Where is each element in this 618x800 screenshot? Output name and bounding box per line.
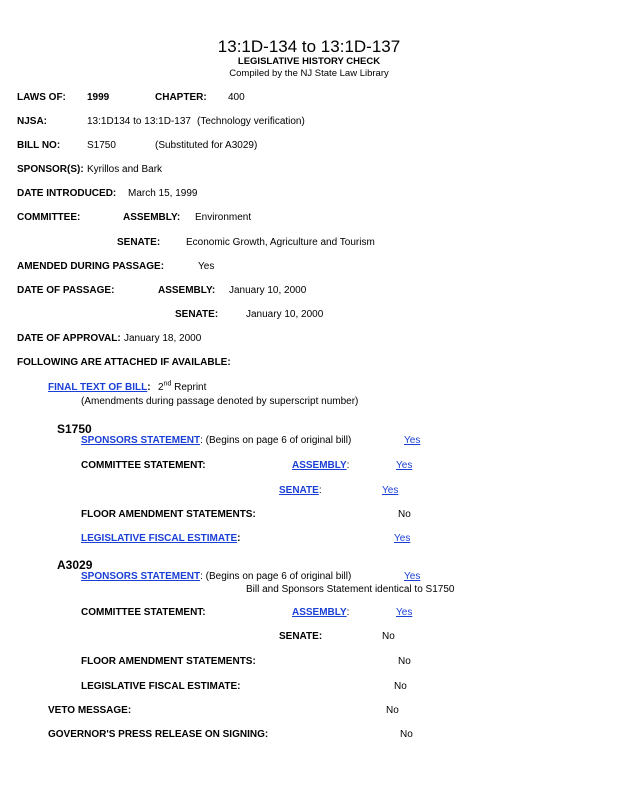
a3029-identical-note: Bill and Sponsors Statement identical to S1750 (246, 584, 455, 595)
s1750-committee-label: COMMITTEE STATEMENT: (81, 460, 206, 471)
s1750-senate-link[interactable]: SENATE (279, 485, 319, 496)
committee-senate-label: SENATE: (117, 237, 161, 248)
chapter-label: CHAPTER: (155, 92, 207, 103)
s1750-assembly-row (292, 461, 349, 471)
date-of-approval-value: January 18, 2000 (124, 333, 202, 344)
a3029-fiscal-value: No (394, 681, 407, 692)
reprint-superscript: nd (163, 380, 172, 388)
reprint-number: 2 (158, 382, 164, 393)
s1750-floor-label: FLOOR AMENDMENT STATEMENTS: (81, 509, 256, 520)
reprint-value (158, 380, 207, 393)
passage-assembly-value: January 10, 2000 (229, 285, 307, 296)
committee-label: COMMITTEE: (17, 212, 81, 223)
attached-heading: FOLLOWING ARE ATTACHED IF AVAILABLE: (17, 357, 231, 368)
date-introduced-value: March 15, 1999 (128, 188, 198, 199)
njsa-note: (Technology verification) (197, 116, 305, 127)
document-subtitle: LEGISLATIVE HISTORY CHECK (237, 56, 381, 67)
s1750-sponsors-yes-link[interactable]: Yes (404, 435, 421, 446)
a3029-fiscal-label: LEGISLATIVE FISCAL ESTIMATE: (81, 681, 241, 692)
s1750-fiscal-row (81, 534, 240, 544)
veto-message-value: No (386, 705, 399, 716)
s1750-sponsors-row (81, 436, 351, 446)
s1750-floor-value: No (398, 509, 411, 520)
s1750-fiscal-yes-link[interactable]: Yes (394, 533, 411, 544)
final-text-colon: : (147, 382, 151, 393)
bill-no-value: S1750 (87, 140, 116, 151)
press-release-label: GOVERNOR'S PRESS RELEASE ON SIGNING: (48, 729, 269, 740)
s1750-assembly-yes-link[interactable]: Yes (396, 460, 413, 471)
a3029-senate-label: SENATE: (279, 631, 323, 642)
date-of-approval-label: DATE OF APPROVAL: (17, 333, 121, 344)
date-introduced-label: DATE INTRODUCED: (17, 188, 117, 199)
laws-of-year: 1999 (87, 92, 110, 103)
s1750-fiscal-link[interactable]: LEGISLATIVE FISCAL ESTIMATE (81, 533, 238, 544)
njsa-value: 13:1D134 to 13:1D-137 (87, 116, 191, 127)
veto-message-label: VETO MESSAGE: (48, 705, 132, 716)
s1750-sponsors-note: : (Begins on page 6 of original bill) (200, 435, 352, 446)
njsa-label: NJSA: (17, 116, 48, 127)
sponsors-value: Kyrillos and Bark (87, 164, 163, 175)
chapter-value: 400 (228, 92, 245, 103)
s1750-assembly-link[interactable]: ASSEMBLY (292, 460, 347, 471)
final-text-link[interactable]: FINAL TEXT OF BILL (48, 382, 148, 393)
a3029-senate-value: No (382, 631, 395, 642)
a3029-sponsors-note: : (Begins on page 6 of original bill) (200, 571, 352, 582)
a3029-sponsors-row (81, 572, 351, 582)
a3029-assembly-row (292, 608, 349, 618)
passage-assembly-label: ASSEMBLY: (158, 285, 216, 296)
s1750-assembly-colon: : (346, 460, 350, 471)
a3029-sponsors-statement-link[interactable]: SPONSORS STATEMENT (81, 571, 201, 582)
date-of-passage-label: DATE OF PASSAGE: (17, 285, 115, 296)
a3029-sponsors-yes-link[interactable]: Yes (404, 571, 421, 582)
a3029-floor-label: FLOOR AMENDMENT STATEMENTS: (81, 656, 256, 667)
committee-assembly-label: ASSEMBLY: (123, 212, 181, 223)
passage-senate-value: January 10, 2000 (246, 309, 324, 320)
a3029-floor-value: No (398, 656, 411, 667)
laws-of-label: LAWS OF: (17, 92, 66, 103)
amended-label: AMENDED DURING PASSAGE: (17, 261, 165, 272)
amended-value: Yes (198, 261, 215, 272)
s1750-senate-row (279, 486, 322, 496)
final-text-row (48, 383, 151, 393)
a3029-heading: A3029 (57, 558, 93, 572)
a3029-assembly-yes-link[interactable]: Yes (396, 607, 413, 618)
page-title: 13:1D-134 to 13:1D-137 (217, 37, 401, 56)
s1750-senate-colon: : (318, 485, 322, 496)
bill-no-label: BILL NO: (17, 140, 61, 151)
committee-senate-value: Economic Growth, Agriculture and Tourism (186, 237, 375, 248)
s1750-fiscal-colon: : (237, 533, 241, 544)
bill-no-note: (Substituted for A3029) (155, 140, 258, 151)
committee-assembly-value: Environment (195, 212, 252, 223)
compiled-by: Compiled by the NJ State Law Library (229, 68, 389, 79)
a3029-committee-label: COMMITTEE STATEMENT: (81, 607, 206, 618)
a3029-assembly-link[interactable]: ASSEMBLY (292, 607, 347, 618)
passage-senate-label: SENATE: (175, 309, 219, 320)
reprint-word: Reprint (174, 382, 207, 393)
s1750-sponsors-statement-link[interactable]: SPONSORS STATEMENT (81, 435, 201, 446)
final-text-note: (Amendments during passage denoted by superscript number) (81, 396, 359, 407)
a3029-assembly-colon: : (346, 607, 350, 618)
press-release-value: No (400, 729, 413, 740)
s1750-heading: S1750 (57, 422, 92, 436)
s1750-senate-yes-link[interactable]: Yes (382, 485, 399, 496)
sponsors-label: SPONSOR(S): (17, 164, 84, 175)
